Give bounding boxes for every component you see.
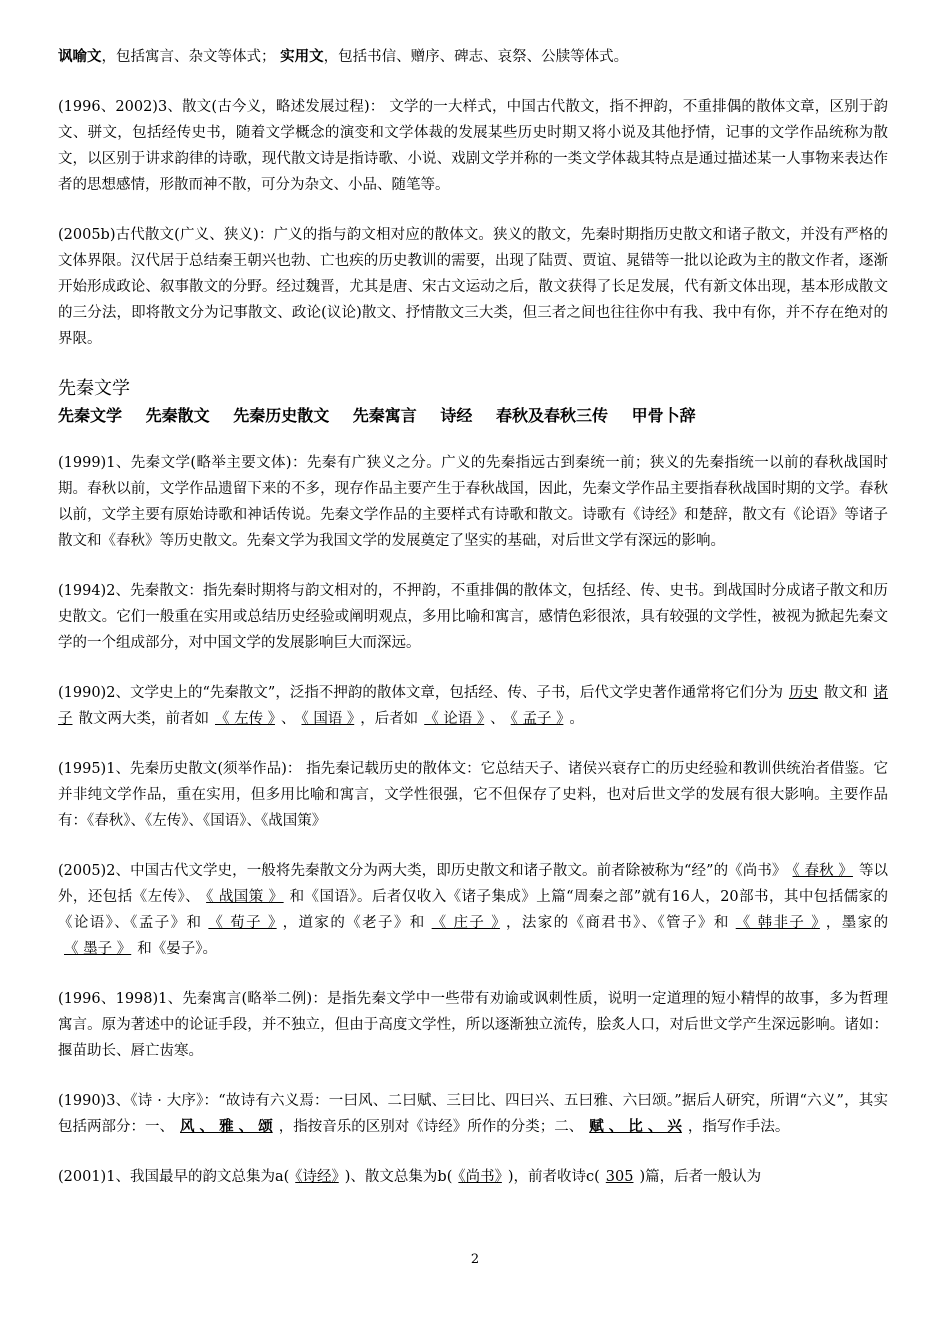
topic-item: 先秦寓言: [352, 406, 417, 425]
answer-blank: 赋 、 比 、 兴: [589, 1118, 682, 1135]
paragraph-yuyan: (1996、1998)1、先秦寓言(略举二例)：是指先秦文学中一些带有劝谕或讽刺性质，说明一定道理的短小精悍的故事，多为哲理寓言。原为著述中的论证手段，并不独立，但由于高度文学性，所以逐渐独立流传，脍炙人口，对后世文学产生深远影响。诸如：揠苗助长、唇亡齿寒。: [58, 991, 888, 1059]
text: (2001)1、我国最早的韵文总集为a(: [58, 1169, 290, 1185]
text: ，指写作手法。: [687, 1119, 790, 1135]
answer-blank: 《 论语 》: [424, 711, 485, 727]
text: 散文两大类，前者如: [78, 711, 209, 727]
topic-item: 先秦散文: [145, 406, 210, 425]
answer-blank: 《 孟子 》: [510, 711, 564, 727]
answer-blank: 《 左传 》: [215, 711, 275, 727]
answer-blank: 《 荀子 》: [208, 915, 277, 931]
topic-item: 先秦历史散文: [233, 406, 330, 425]
answer-blank: 《 战国策 》: [206, 889, 284, 905]
paragraph-genres: [58, 44, 888, 70]
term-shiyong: 实用文: [280, 48, 324, 65]
answer-blank: 《 国语 》: [301, 711, 355, 727]
text: 散文和: [824, 685, 868, 701]
section-title: 先秦文学: [58, 378, 130, 399]
text: ，包括书信、赠序、碑志、哀祭、公牍等体式。: [323, 49, 629, 65]
text: ，道家的《老子》和: [282, 915, 426, 931]
text: ，指按音乐的区别对《诗经》所作的分类；二、: [278, 1119, 584, 1135]
text: )、散文总集为b(: [344, 1169, 453, 1185]
paragraph-gudai-sanwen: (2005b)古代散文(广义、狭义)：广义的指与韵文相对应的散体文。狭义的散文，先秦时期指历史散文和诸子散文，并没有严格的文体界限。汉代居于总结秦王朝兴也勃、亡也疾的历史教训的需要，出现了陆贾、贾谊、晁错等一批以论政为主的散文作者，逐渐开始形成政论、叙事散文的分野。经过魏晋，尤其是唐、宋古文运动之后，散文获得了长足发展，代有新文体出现，基本形成散文的三分法，即将散文分为记事散文、政论(议论)散文、抒情散文三大类，但三者之间也往往你中有我、我中有你，并不存在绝对的界限。: [58, 227, 888, 347]
text: 、: [490, 711, 505, 727]
topic-item: 甲骨卜辞: [631, 406, 696, 425]
text: (1990)2、文学史上的“先秦散文”，泛指不押韵的散体文章，包括经、传、子书，后代文学史著作通常将它们分为: [58, 685, 783, 701]
paragraph-lishi-sanwen: (1995)1、先秦历史散文(须举作品)： 指先秦记载历史的散体文：它总结天子、诸侯兴衰存亡的历史经验和教训供统治者借鉴。它并非纯文学作品，重在实用，但多用比喻和寓言，文学性很强，它不但保存了史料，也对后世文学的发展有很大影响。主要作品有：《春秋》、《左传》、《国语》、《战国策》: [58, 761, 888, 829]
answer-blank: 《 春秋 》: [792, 863, 853, 879]
answer-blank: 《诗经》: [295, 1169, 339, 1185]
text: ，法家的《商君书》、《管子》和: [505, 915, 730, 931]
paragraph-fill-1990-3: [58, 1088, 888, 1140]
paragraph-xianqin-sanwen: (1994)2、先秦散文：指先秦时期将与韵文相对的，不押韵，不重排偶的散体文，包括经、传、史书。到战国时分成诸子散文和历史散文。它们一般重在实用或总结历史经验或阐明观点，多用比喻和寓言，感情色彩很浓，具有较强的文学性，被视为掀起先秦文学的一个组成部分，对中国文学的发展影响巨大而深远。: [58, 583, 888, 651]
text: 和《晏子》。: [137, 941, 217, 957]
answer-blank: 305: [605, 1169, 634, 1185]
topic-item: 诗经: [440, 406, 473, 425]
answer-blank: 《 庄子 》: [431, 915, 500, 931]
paragraph-fill-2005-2: [58, 858, 888, 962]
answer-blank: 《 墨子 》: [64, 941, 132, 957]
paragraph-fill-1990-2: [58, 680, 888, 732]
text: 、: [280, 711, 296, 727]
topic-list: [58, 402, 888, 430]
text: )，前者收诗c(: [507, 1169, 600, 1185]
text: ，包括寓言、杂文等体式；: [101, 49, 281, 65]
term-fengyu: 讽喻文: [58, 48, 102, 65]
answer-blank: 诸子: [58, 685, 889, 727]
text: (1990)3、《诗 · 大序》：“故诗有六义焉：一曰风、二曰赋、三曰比、四曰兴、五曰雅、六曰颂。”据后人研究，所谓“六义”，其实包括两部分：一、: [58, 1093, 888, 1135]
topic-item: 春秋及春秋三传: [495, 406, 608, 425]
paragraph-fill-2001-1: [58, 1164, 888, 1190]
text: 和《国语》。后者仅收入《诸子集成》上篇“周秦之部”就有16人，20部书，其中包括儒家的《论语》、《孟子》和: [58, 889, 889, 931]
paragraph-xianqin-wenxue: (1999)1、先秦文学(略举主要文体)：先秦有广狭义之分。广义的先秦指远古到秦统一前；狭义的先秦指统一以前的春秋战国时期。春秋以前，文学作品遗留下来的不多，现存作品主要产生于春秋战国，因此，先秦文学作品主要指春秋战国时期的文学。春秋以前，文学主要有原始诗歌和神话传说。先秦文学作品的主要样式有诗歌和散文。诗歌有《诗经》和楚辞，散文有《论语》等诸子散文和《春秋》等历史散文。先秦文学为我国文学的发展奠定了坚实的基础，对后世文学有深远的影响。: [58, 455, 888, 549]
answer-blank: 风 、 雅 、 颂: [180, 1118, 273, 1135]
text: 。: [569, 711, 584, 727]
answer-blank: 历史: [788, 685, 818, 701]
paragraph-sanwen: (1996、2002)3、散文(古今义，略述发展过程)： 文学的一大样式，中国古代散文，指不押韵，不重排偶的散体文章，区别于韵文、骈文，包括经传史书，随着文学概念的演变和文学体裁的发展某些历史时期又将小说及其他抒情，记事的文学作品统称为散文，以区别于讲求韵律的诗歌，现代散文诗是指诗歌、小说、戏剧文学并称的一类文学体裁其特点是通过描述某一人事物来表达作者的思想感情，形散而神不散，可分为杂文、小品、随笔等。: [58, 99, 888, 193]
answer-blank: 《尚书》: [458, 1169, 502, 1185]
text: 等以外，还包括《左传》、: [58, 863, 889, 905]
answer-blank: 《 韩非子 》: [735, 915, 820, 931]
page-number: 2: [470, 1252, 480, 1267]
text: )篇，后者一般认为: [639, 1169, 762, 1185]
text: (2005)2、中国古代文学史，一般将先秦散文分为两大类，即历史散文和诸子散文。前者除被称为“经”的《尚书》: [58, 863, 787, 879]
topic-item: 先秦文学: [58, 406, 123, 425]
text: ，后者如: [360, 711, 419, 727]
text: ，墨家的: [825, 915, 889, 931]
document-page: [58, 44, 888, 1190]
